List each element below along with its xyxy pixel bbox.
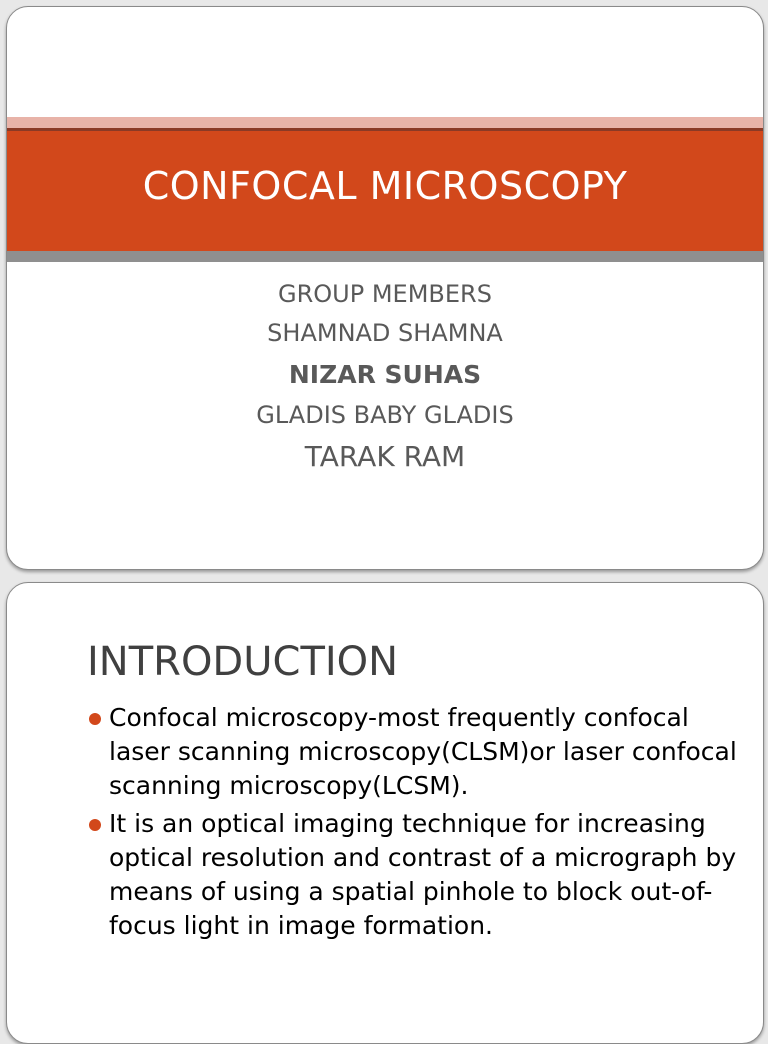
bullet-text: Confocal microscopy-most frequently confocal laser scanning microscopy(CLSM)or laser confocal scanning microscopy(LCSM). — [109, 703, 737, 800]
member-name: GLADIS BABY GLADIS — [256, 401, 514, 429]
member-name: TARAK RAM — [304, 440, 466, 473]
title-band-bottom — [7, 251, 763, 262]
group-members-heading: GROUP MEMBERS — [278, 280, 492, 308]
title-bar — [7, 131, 763, 251]
bullet-list — [87, 701, 737, 947]
bullet-item — [87, 701, 737, 803]
bullet-item — [87, 807, 737, 943]
group-members-list — [7, 275, 763, 478]
member-name: SHAMNAD SHAMNA — [267, 319, 503, 347]
bullet-dot-icon — [89, 819, 101, 831]
bullet-text: It is an optical imaging technique for increasing optical resolution and contrast of a micrograph by means of using a spatial pinhole to block out-of-focus light in image formation. — [109, 809, 737, 940]
title-slide[interactable] — [6, 6, 764, 570]
member-name: NIZAR SUHAS — [288, 360, 482, 389]
introduction-slide[interactable] — [6, 582, 764, 1044]
title-band-top — [7, 117, 763, 128]
slide-heading: INTRODUCTION — [87, 639, 399, 685]
slide-title: CONFOCAL MICROSCOPY — [142, 164, 628, 208]
bullet-dot-icon — [89, 713, 101, 725]
